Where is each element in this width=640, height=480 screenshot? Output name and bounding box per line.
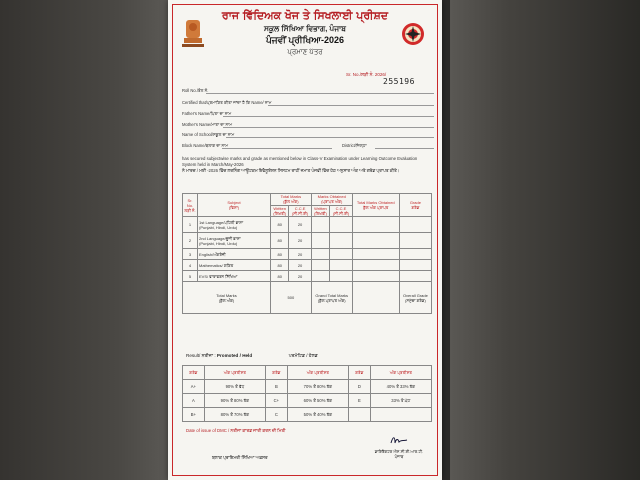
certificate-title: ਪ੍ਰਮਾਣ ਪੱਤਰ xyxy=(287,49,323,56)
background-left xyxy=(0,0,168,480)
table-row: A 90% ਤੋਂ 80% ਤੱਕ C+ 60% ਤੋਂ 50% ਤੱਕ E 33% ਤੋਂ ਘੱਟ xyxy=(183,394,432,408)
roll-no-label: Roll No./ਰੋਲ ਨੰ. xyxy=(182,88,209,93)
state-emblem-icon xyxy=(180,18,206,52)
statement-punjabi: ਨੇ ਮਾਰਚ / ਮਈ -2026 ਵਿੱਚ ਲਰਨਿੰਗ ਆਊਟਕਮ ਇਵੈਲੂਏਸ਼ਨ ਸਿਸਟਮ ਰਾਹੀਂ ਜਮਾਤ ਪੰਜਵੀਂ ਵਿੱਚ ਹੇਠ ਅਨੁਸਾਰ ਅੰਕ ਅਤੇ ਗਰੇਡ ਪ੍ਰਾਪਤ ਕੀਤੇ। xyxy=(182,168,400,174)
block-name-line xyxy=(222,148,332,149)
grade-header: Grade ਗਰੇਡ xyxy=(399,194,431,217)
total-marks-value: 500 xyxy=(271,282,312,314)
father-name-line xyxy=(223,116,434,117)
background-right xyxy=(450,0,640,480)
obtained-written-header: Written (ਲਿਖਤੀ) xyxy=(311,205,330,217)
table-row: 3 English/ਅੰਗਰੇਜ਼ੀ 80 20 xyxy=(183,249,432,260)
block-officer-label: ਬਲਾਕ ਪ੍ਰਾਇਮਰੀ ਸਿੱਖਿਆ ਅਫ਼ਸਰ xyxy=(212,455,268,460)
total-obtained-header: Total Marks Obtained ਕੁੱਲ ਅੰਕ ਪ੍ਰਾਪਤ xyxy=(352,194,399,217)
school-name-line xyxy=(226,137,434,138)
controller-signature: ਡਾਇਰੈਕਟਰ ਐਸ.ਸੀ.ਈ.ਆਰ.ਟੀ. ਪੰਜਾਬ xyxy=(374,449,424,459)
cce-header: C.C.E (ਸੀ.ਸੀ.ਈ) xyxy=(289,205,311,217)
total-marks-header: Total Marks (ਕੁੱਲ ਅੰਕ) xyxy=(271,194,312,206)
sr-no-label: Sr. No./ਲੜੀ ਨੰ. 2026/ xyxy=(346,72,387,77)
sr-no-header: Sr. No. ਲੜੀ ਨੰ. xyxy=(183,194,198,217)
marks-obtained-header: Marks Obtained (ਪ੍ਰਾਪਤ ਅੰਕ) xyxy=(311,194,352,206)
father-name-label: Father's Name/ਪਿਤਾ ਦਾ ਨਾਮ xyxy=(182,111,232,116)
board-name: ਰਾਜ ਵਿੱਦਿਅਕ ਖੋਜ ਤੇ ਸਿਖਲਾਈ ਪ੍ਰੀਸ਼ਦ xyxy=(221,9,389,22)
table-row: 2 2nd Language/ਦੂਜੀ ਭਾਸ਼ਾ (Punjabi, Hindi, Urdu) 80 20 xyxy=(183,233,432,249)
written-header: Written (ਲਿਖਤੀ) xyxy=(271,205,289,217)
mother-name-label: Mother's Name/ਮਾਤਾ ਦਾ ਨਾਮ xyxy=(182,122,233,127)
marks-table xyxy=(182,193,432,314)
total-marks-label: Total Marks (ਕੁੱਲ ਅੰਕ) xyxy=(183,282,271,314)
totals-row xyxy=(183,282,432,314)
obtained-cce-header: C.C.E (ਸੀ.ਸੀ.ਈ) xyxy=(330,205,353,217)
table-row: A+ 90% ਤੋਂ ਵੱਧ B 70% ਤੋਂ 80% ਤੱਕ D 40% ਤੋਂ 33% ਤੱਕ xyxy=(183,380,432,394)
signature-icon xyxy=(389,434,409,446)
school-name-label: Name of School/ਸਕੂਲ ਦਾ ਨਾਮ xyxy=(182,132,235,137)
statement-text xyxy=(182,156,432,175)
date-of-issue-label: Date of issue of DMC / ਨਤੀਜਾ ਕਾਰਡ ਜਾਰੀ ਕਰਨ ਦੀ ਮਿਤੀ xyxy=(186,428,286,433)
table-row: 4 Mathematics/ ਗਣਿਤ 80 20 xyxy=(183,260,432,271)
table-row: B+ 80% ਤੋਂ 70% ਤੱਕ C 50% ਤੋਂ 40% ਤੱਕ xyxy=(183,408,432,422)
grand-total-label: Grand Total Marks (ਕੁੱਲ ਪ੍ਰਾਪਤ ਅੰਕ) xyxy=(311,282,352,314)
block-name-label: Block Name/ਬਲਾਕ ਦਾ ਨਾਮ xyxy=(182,143,229,148)
overall-grade: Overall Grade (ਸਮੁੱਚਾ ਗਰੇਡ) xyxy=(399,282,431,314)
table-row: 1 1st Language/ਪਹਿਲੀ ਭਾਸ਼ਾ (Punjabi, Hindi, Urdu) 80 20 xyxy=(183,217,432,233)
grand-total-value xyxy=(352,282,399,314)
department-name: ਸਕੂਲ ਸਿੱਖਿਆ ਵਿਭਾਗ, ਪੰਜਾਬ xyxy=(264,24,346,33)
serial-number: 255196 xyxy=(383,77,415,86)
district-line xyxy=(375,148,434,149)
mother-name-line xyxy=(223,127,434,128)
table-row: 5 EVS/ ਵਾਤਾਵਰਨ ਸਿੱਖਿਆ 80 20 xyxy=(183,271,432,282)
result-line: Result/ ਨਤੀਜਾ : Promoted / Held ਪਰਮੋਟਿਡ / ਹੋਲਡ xyxy=(186,353,318,358)
name-label: Certified that/ਪ੍ਰਮਾਣਿਤ ਕੀਤਾ ਜਾਂਦਾ ਹੈ ਕਿ Name/ ਨਾਮ xyxy=(182,100,272,105)
exam-title: ਪੰਜਵੀਂ ਪ੍ਰੀਖਿਆ-2026 xyxy=(265,35,345,45)
grade-scale-table: ਗਰੇਡ ਅੰਕ ਪ੍ਰਤੀਸ਼ਤ ਗਰੇਡ ਅੰਕ ਪ੍ਰਤੀਸ਼ਤ ਗਰੇਡ ਅੰਕ ਪ੍ਰਤੀਸ਼ਤ A+ 90% ਤੋਂ ਵੱਧ B 70% ਤੋਂ 80% ਤੱਕ D 40% ਤੋਂ 33% ਤੱਕ A 90% ਤੋਂ 80% ਤੱਕ C+ 60% ਤੋਂ 50% ਤੱਕ E 33% ਤੋਂ ਘੱਟ B+ 80% ਤੋਂ 70% ਤੱਕ C 50% ਤੋਂ 40% ਤੱਕ xyxy=(182,365,432,422)
subject-header: Subject (ਵਿਸ਼ਾ) xyxy=(198,194,271,217)
district-label: District/ਜ਼ਿਲ੍ਹਾ xyxy=(342,143,367,148)
name-line xyxy=(268,105,434,106)
certificate-sheet xyxy=(168,0,442,480)
board-logo-icon xyxy=(401,22,425,46)
roll-no-line xyxy=(206,93,434,94)
statement-english: has secured subjectwise marks and grade as mentioned below in Class-V Examination under Learning Outcome Evaluation System held in March/May-2026 xyxy=(182,156,418,168)
